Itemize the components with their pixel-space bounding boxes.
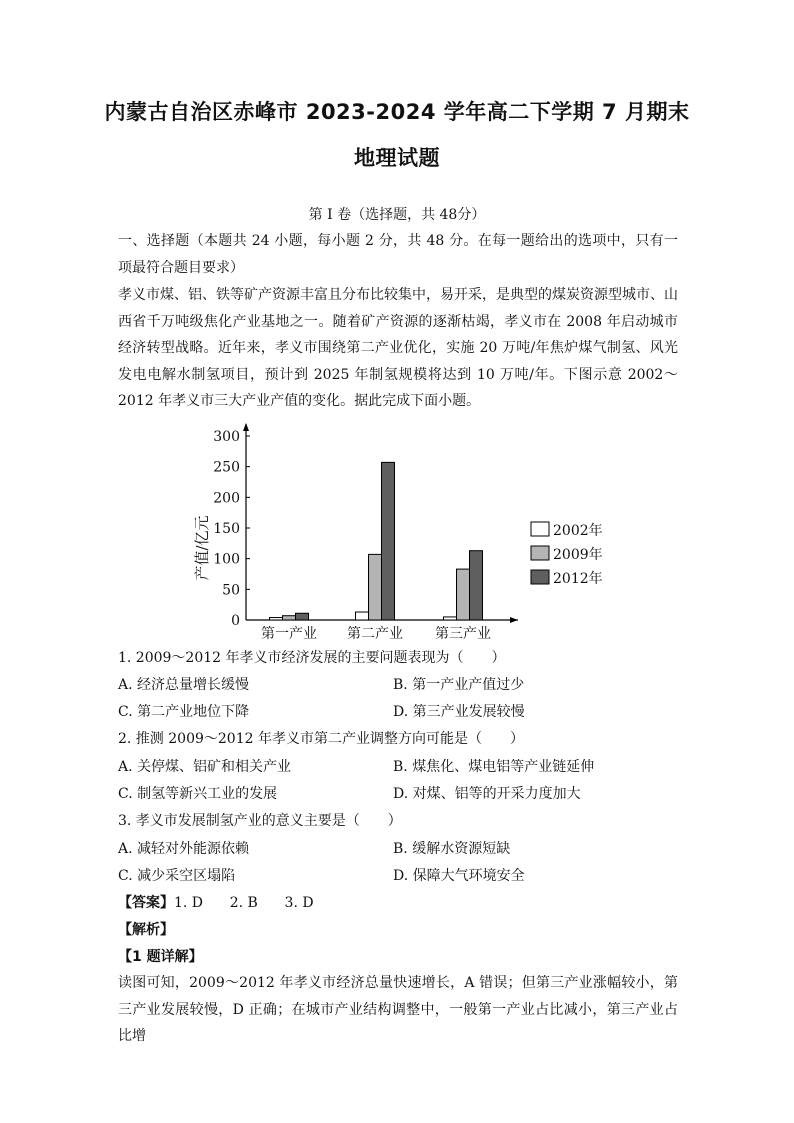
bar: [382, 462, 395, 620]
bar: [470, 551, 483, 620]
bar: [296, 613, 309, 620]
question-1-option-a: A. 经济总量增长缓慢: [118, 677, 250, 693]
page-subtitle: 地理试题: [354, 146, 440, 170]
section-label: 第 I 卷（选择题，共 48分）: [308, 207, 486, 223]
y-tick-label: 300: [213, 429, 240, 445]
detail-text: 读图可知，2009～2012 年孝义市经济总量快速增长，A 错误；但第三产业涨幅较小，第三产业发展较慢，D 正确；在城市产业结构调整中，一般第一产业占比减小，第三产业占比增: [118, 975, 678, 1044]
question-3-option-a: A. 减轻对外能源依赖: [118, 841, 250, 857]
x-category-label: 第一产业: [261, 626, 317, 642]
question-2-stem: 2. 推测 2009～2012 年孝义市第二产业调整方向可能是（ ）: [118, 731, 524, 747]
passage: 孝义市煤、铝、铁等矿产资源丰富且分布比较集中，易开采，是典型的煤炭资源型城市、山西省千万吨级焦化产业基地之一。随着矿产资源的逐渐枯竭，孝义市在 2008 年启动城市经济转型战略。近年来，孝义市围绕第二产业优化，实施 20 万吨/年焦炉煤气制氢、风光发电电解水制氢项目，预计到 2025 年制氢规模将达到 10 万吨/年。下图示意 2002～2012 年孝义市三大产业产值的变化。据此完成下面小题。: [118, 287, 678, 409]
y-tick-label: 150: [213, 521, 240, 537]
answer-label: 【答案】: [118, 895, 174, 911]
question-1-option-d: D. 第三产业发展较慢: [393, 704, 525, 720]
question-1-stem: 1. 2009～2012 年孝义市经济发展的主要问题表现为（ ）: [118, 650, 506, 666]
question-3-stem: 3. 孝义市发展制氢产业的意义主要是（ ）: [118, 813, 402, 829]
y-tick-label: 250: [213, 459, 240, 476]
y-tick-label: 100: [213, 551, 240, 568]
bar: [369, 554, 382, 620]
detail-label: 【1 题详解】: [118, 949, 203, 965]
question-1-option-b: B. 第一产业产值过少: [393, 677, 525, 693]
y-tick-label: 200: [213, 490, 240, 507]
question-3-option-c: C. 减少采空区塌陷: [118, 868, 236, 884]
y-axis-arrow: [243, 423, 249, 431]
x-category-label: 第三产业: [435, 626, 491, 642]
analysis-label: 【解析】: [118, 922, 174, 938]
y-tick-label: 50: [222, 582, 240, 599]
answer-line: [118, 893, 314, 913]
question-2-option-b: B. 煤焦化、煤电铝等产业链延伸: [393, 759, 595, 775]
question-2-option-a: A. 关停煤、铝矿和相关产业: [118, 759, 292, 775]
question-3-option-d: D. 保障大气环境安全: [393, 868, 525, 884]
legend-swatch: [531, 522, 549, 536]
bar: [270, 618, 283, 620]
bar-chart: [180, 418, 620, 646]
bar: [444, 617, 457, 620]
legend-swatch: [531, 570, 549, 584]
x-category-label: 第二产业: [347, 626, 403, 642]
question-2-option-d: D. 对煤、铝等的开采力度加大: [393, 786, 581, 802]
bar: [283, 616, 296, 620]
question-3-option-b: B. 缓解水资源短缺: [393, 841, 511, 857]
answer-text: 1. D 2. B 3. D: [174, 895, 314, 911]
page-title: 内蒙古自治区赤峰市 2023-2024 学年高二下学期 7 月期末: [104, 100, 690, 124]
bar: [457, 569, 470, 620]
bar: [356, 612, 369, 620]
question-2-option-c: C. 制氢等新兴工业的发展: [118, 786, 278, 802]
y-tick-label: 0: [231, 613, 240, 629]
legend-label: 2009年: [553, 547, 603, 563]
x-axis-arrow: [510, 617, 518, 623]
instructions: 一、选择题（本题共 24 小题，每小题 2 分，共 48 分。在每一题给出的选项中，只有一项最符合题目要求）: [118, 233, 678, 276]
y-axis-label: 产值/亿元: [193, 515, 211, 581]
legend-label: 2012年: [553, 571, 603, 587]
question-1-option-c: C. 第二产业地位下降: [118, 704, 250, 720]
legend-label: 2002年: [553, 523, 603, 539]
legend-swatch: [531, 546, 549, 560]
